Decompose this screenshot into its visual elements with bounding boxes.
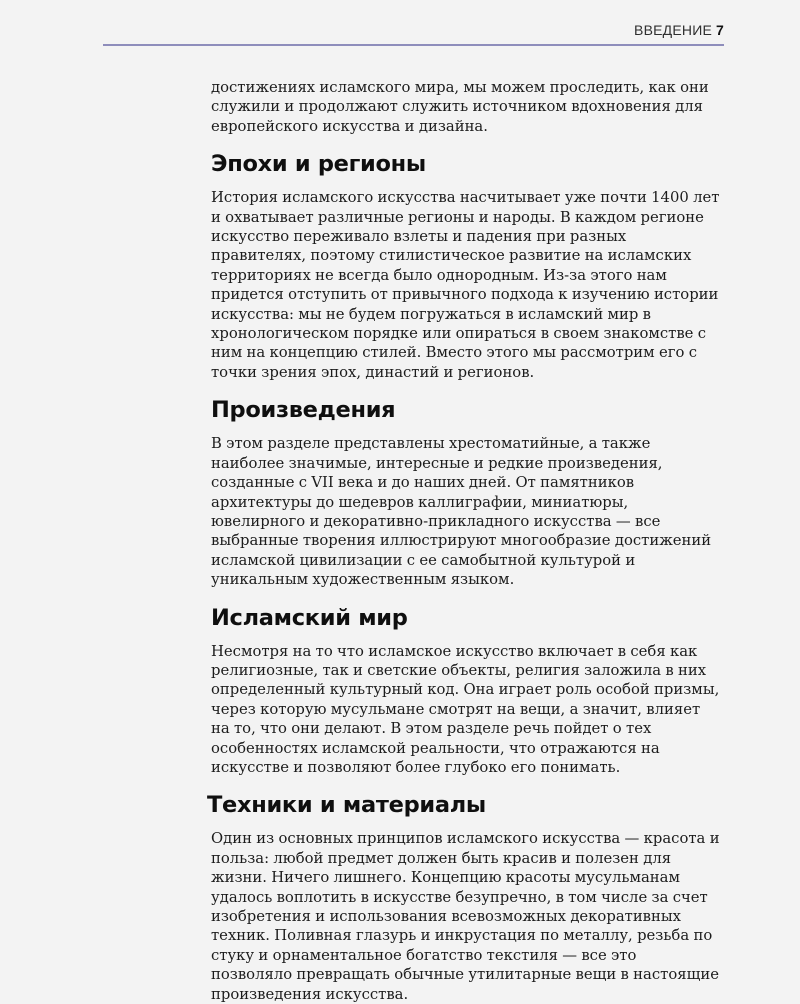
section-heading-epochs: Эпохи и регионы [211, 151, 426, 178]
section-heading-techniques: Техники и материалы [207, 792, 486, 819]
page-number: 7 [716, 22, 724, 38]
section-paragraph-techniques: Один из основных принципов исламского искусства — красота и польза: любой предмет должен быть красив и полезен для жизни. Ничего лишнего. Концепцию красоты мусульманам удалось воплотить в искусстве безупречно, в том числе за счет изобретения и использования всевозможных декоративных техник. Поливная глазурь и инкрустация по металлу, резьба по стуку и орнаментальное богатство текстиля — все это позволяло превращать обычные утилитарные вещи в настоящие произведения искусства. [211, 830, 720, 1003]
section-paragraph-works: В этом разделе представлены хрестоматийные, а также наиболее значимые, интересные и редкие произведения, созданные с VII века и до наших дней. От памятников архитектуры до шедевров каллиграфии, миниатюры, ювелирного и декоративно-прикладного искусства — все выбранные творения иллюстрируют многообразие достижений исламской цивилизации с ее самобытной культурой и уникальным художественным языком. [211, 435, 712, 589]
section-paragraph-islamic-world: Несмотря на то что исламское искусство включает в себя как религиозные, так и светские объекты, религия заложила в них определенный культурный код. Она играет роль особой призмы, через которую мусульмане смотрят на вещи, а значит, влияет на то, что они делают. В этом разделе речь пойдет о тех особенностях исламской реальности, что отражаются на искусстве и позволяют более глубоко его понимать. [211, 642, 720, 776]
intro-paragraph: достижениях исламского мира, мы можем проследить, как они служили и продолжают служить источником вдохновения для европейского искусства и дизайна. [211, 79, 709, 135]
running-header-section: ВВЕДЕНИЕ [634, 22, 712, 38]
page-body [207, 78, 721, 1004]
section-heading-islamic-world: Исламский мир [211, 604, 408, 631]
section-paragraph-epochs: История исламского искусства насчитывает уже почти 1400 лет и охватывает различные регионы и народы. В каждом регионе искусство переживало взлеты и падения при разных правителях, поэтому стилистическое развитие на исламских территориях не всегда было однородным. Из-за этого нам придется отступить от привычного подхода к изучению истории искусства: мы не будем погружаться в исламский мир в хронологическом порядке или опираться в своем знакомстве с ним на концепцию стилей. Вместо этого мы рассмотрим его с точки зрения эпох, династий и регионов. [211, 189, 720, 381]
running-header [634, 22, 724, 38]
section-heading-works: Произведения [211, 397, 396, 424]
header-rule [103, 44, 724, 46]
